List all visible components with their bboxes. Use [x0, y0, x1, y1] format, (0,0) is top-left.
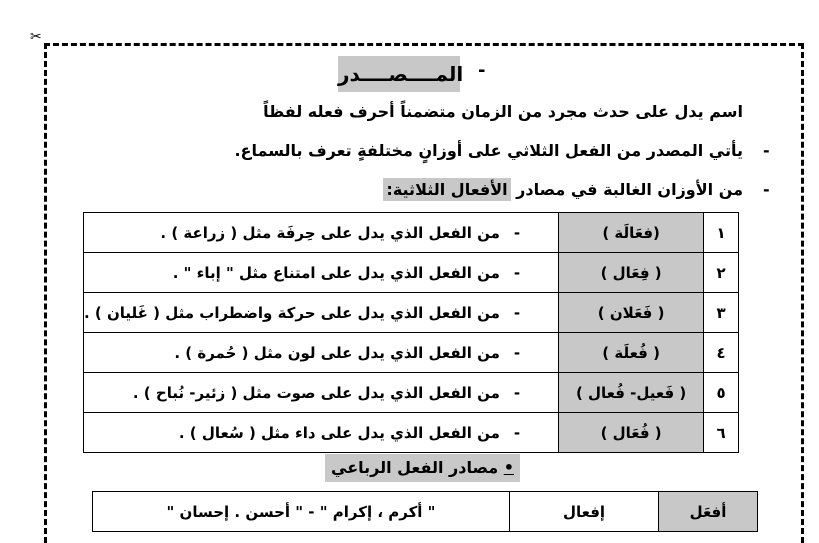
quadriliteral-table: [92, 491, 758, 532]
description-cell: [84, 253, 559, 293]
description-cell: [84, 413, 559, 453]
heading-text: مصادر الفعل الرباعي: [331, 458, 499, 477]
row-dash: -: [513, 343, 521, 362]
description-cell: [84, 333, 559, 373]
table-row: [84, 413, 739, 453]
description-cell: [84, 213, 559, 253]
description-text: من الفعل الذي يدل على داء مثل ( سُعال ) .: [178, 423, 500, 442]
pattern-cell: ( فُعَال ): [559, 413, 704, 453]
pattern-cell: ( فَعَلان ): [559, 293, 704, 333]
description-text: من الفعل الذي يدل على لون مثل ( حُمرة ) .: [174, 343, 500, 362]
description-text: من الفعل الذي يدل على امتناع مثل " إباء " .: [172, 263, 500, 282]
row-number: ٢: [704, 253, 739, 293]
description-cell: [84, 373, 559, 413]
pattern-cell: ( فِعَال ): [559, 253, 704, 293]
bullet-2-text: من الأوزان الغالبة في مصادر: [510, 180, 743, 199]
bullet-1-dash: -: [763, 141, 770, 160]
description-text: من الفعل الذي يدل على حِرفَة مثل ( زراعة ) .: [160, 223, 500, 242]
row-number: ٤: [704, 333, 739, 373]
definition-text: اسم يدل على حدث مجرد من الزمان متضمناً أحرف فعله لفظاً: [263, 102, 743, 121]
page-title: المــــصــــدر: [338, 56, 460, 92]
pattern-cell: (فعَالَة ): [559, 213, 704, 253]
row-dash: -: [513, 303, 521, 322]
row-number: ١: [704, 213, 739, 253]
description-text: من الفعل الذي يدل على حركة واضطراب مثل ( غَليان ) .: [84, 303, 500, 322]
bullet-1-text: يأتي المصدر من الفعل الثلاثي على أوزانٍ مختلفةٍ تعرف بالسماع.: [234, 141, 743, 160]
title-row: [0, 56, 819, 92]
row-dash: -: [513, 383, 521, 402]
row-dash: -: [513, 423, 521, 442]
table-row: [84, 333, 739, 373]
pattern-cell: أفعَل: [659, 492, 758, 532]
scissors-icon: ✂: [30, 29, 42, 45]
row-number: ٦: [704, 413, 739, 453]
table-row: [84, 373, 739, 413]
table-row: [84, 253, 739, 293]
bullet-2-dash: -: [763, 180, 770, 199]
description-cell: [84, 293, 559, 333]
triliteral-patterns-table: [83, 212, 739, 453]
bullet-2-highlight: الأفعال الثلاثية:: [383, 178, 510, 201]
table-row: [93, 492, 758, 532]
row-dash: -: [513, 263, 521, 282]
quadriliteral-heading: [325, 454, 520, 482]
row-number: ٥: [704, 373, 739, 413]
row-dash: -: [513, 223, 521, 242]
pattern-cell: ( فُعلَة ): [559, 333, 704, 373]
masdar-cell: إفعال: [510, 492, 659, 532]
row-number: ٣: [704, 293, 739, 333]
title-dash: -: [478, 60, 486, 81]
description-text: من الفعل الذي يدل على صوت مثل ( زئير- نُباح ) .: [132, 383, 500, 402]
table-row: [84, 293, 739, 333]
bullet-2: [383, 180, 743, 199]
heading-bullet: •: [503, 458, 514, 477]
pattern-cell: ( فَعيل- فُعال ): [559, 373, 704, 413]
table-row: [84, 213, 739, 253]
examples-cell: " أكرم ، إكرام " - " أحسن . إحسان ": [93, 492, 510, 532]
